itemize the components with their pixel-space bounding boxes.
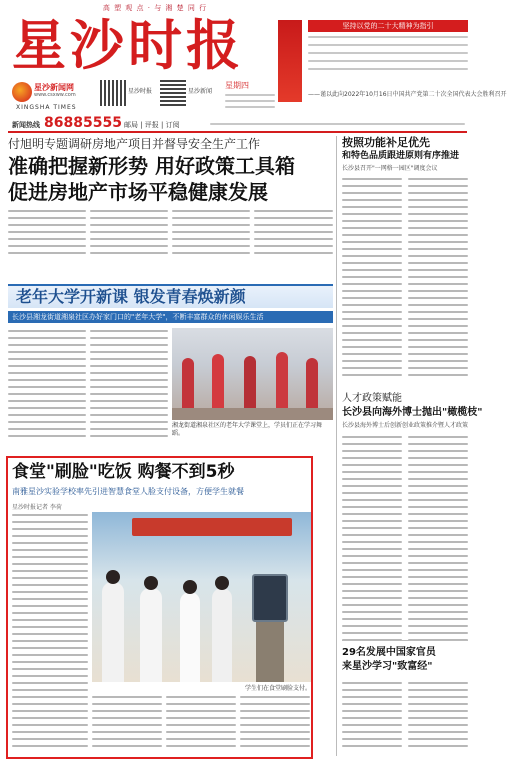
article-fuxuming[interactable] bbox=[8, 136, 333, 264]
qr-code-2-label: 星沙新闻 bbox=[188, 88, 213, 95]
header-links[interactable]: 邮局 | 评报 | 订阅 bbox=[124, 121, 180, 129]
laonian-banner bbox=[8, 284, 333, 308]
face-pay-terminal-icon bbox=[252, 574, 288, 622]
masthead-slogan: 高 塑 观 点 · 与 湘 楚 同 行 bbox=[102, 4, 208, 12]
qr-code-2 bbox=[160, 80, 186, 106]
article-headline-1: 准确把握新形势 用好政策工具箱 bbox=[8, 154, 295, 178]
edition-date: 星期四 bbox=[225, 81, 249, 90]
canteen-photo bbox=[92, 512, 311, 682]
qr-code-1-label: 星沙时报 bbox=[128, 88, 153, 95]
canteen-body-col bbox=[12, 512, 88, 756]
article-laonian[interactable] bbox=[8, 284, 333, 446]
hotline-number: 86885555 bbox=[44, 115, 122, 131]
canteen-body-col-2 bbox=[92, 694, 162, 756]
laonian-photo-caption: 湘龙街道湘泉社区的老年大学课堂上，学员们正在学习舞蹈。 bbox=[172, 422, 323, 437]
hotline-label: 新闻热线 bbox=[12, 121, 40, 129]
bottom-right-body-2 bbox=[408, 680, 468, 756]
canteen-byline: 星沙时报记者 李荷 bbox=[12, 504, 62, 511]
article-canteen[interactable] bbox=[6, 456, 313, 759]
right-mid-headline-2: 长沙县向海外博士抛出"橄榄枝" bbox=[342, 407, 483, 418]
laonian-subhead: 长沙县湘龙街道湘泉社区办好家门口的"老年大学"，不断丰富群众的休闲娱乐生活 bbox=[8, 311, 333, 323]
party-emblem-icon bbox=[278, 20, 302, 102]
bottom-right-rule bbox=[342, 640, 468, 641]
laonian-body-col-2 bbox=[90, 328, 168, 446]
article-right-top[interactable] bbox=[342, 136, 468, 386]
article-headline-2: 促进房地产市场平稳健康发展 bbox=[8, 180, 268, 204]
article-bottom-right[interactable] bbox=[342, 640, 468, 758]
right-column-divider bbox=[336, 136, 337, 756]
logo-name: 星沙新闻网 bbox=[34, 83, 74, 92]
site-logo[interactable] bbox=[12, 80, 92, 116]
right-top-headline-2: 和特色品质跟进原则有序推进 bbox=[342, 151, 460, 161]
laonian-photo bbox=[172, 328, 333, 420]
canteen-headline: 食堂"刷脸"吃饭 购餐不到5秒 bbox=[12, 462, 235, 482]
promo-line: ——谨以此向2022年10月16日中国共产党第二十次全国代表大会胜利召开 bbox=[308, 91, 507, 98]
right-top-headline-1: 按照功能补足优先 bbox=[342, 136, 430, 149]
right-top-body bbox=[342, 176, 402, 386]
qr-code-1 bbox=[100, 80, 126, 106]
canteen-body-col-4 bbox=[240, 694, 310, 756]
promo-body bbox=[308, 36, 468, 86]
masthead-divider bbox=[8, 131, 467, 133]
right-mid-headline-1: 人才政策赋能 bbox=[342, 393, 402, 404]
right-top-subhead: 长沙县召开"一网格一园区"调度会议 bbox=[342, 165, 438, 172]
bottom-right-headline-2: 来星沙学习"致富经" bbox=[342, 661, 433, 672]
newspaper-title: 星沙时报 bbox=[12, 13, 244, 77]
canteen-body-col-3 bbox=[166, 694, 236, 756]
edition-info bbox=[225, 92, 275, 112]
logo-url: www.csxww.com bbox=[34, 92, 76, 98]
masthead-info-line bbox=[210, 121, 465, 127]
bottom-right-body bbox=[342, 680, 402, 756]
canteen-subhead: 南雅星沙实验学校率先引进智慧食堂人脸支付设备，方便学生就餐 bbox=[12, 487, 244, 496]
laonian-headline: 老年大学开新课 银发青春焕新颜 bbox=[16, 287, 246, 306]
promo-header: 坚持以党的二十大精神为指引 bbox=[308, 20, 468, 32]
canteen-photo-caption: 学生们在食堂刷脸支付。 bbox=[244, 685, 311, 692]
bottom-right-headline-1: 29名发展中国家官员 bbox=[342, 647, 436, 658]
party-promo bbox=[278, 20, 507, 110]
logo-icon bbox=[12, 82, 32, 102]
right-top-body-2 bbox=[408, 176, 468, 386]
article-body bbox=[8, 208, 333, 262]
right-mid-subhead: 长沙县海外博士后创新创业政策推介暨人才政策 bbox=[342, 422, 469, 429]
article-kicker: 付旭明专题调研房地产项目并督导安全生产工作 bbox=[8, 137, 261, 151]
logo-en: XINGSHA TIMES bbox=[16, 104, 77, 111]
laonian-body-col bbox=[8, 328, 86, 446]
